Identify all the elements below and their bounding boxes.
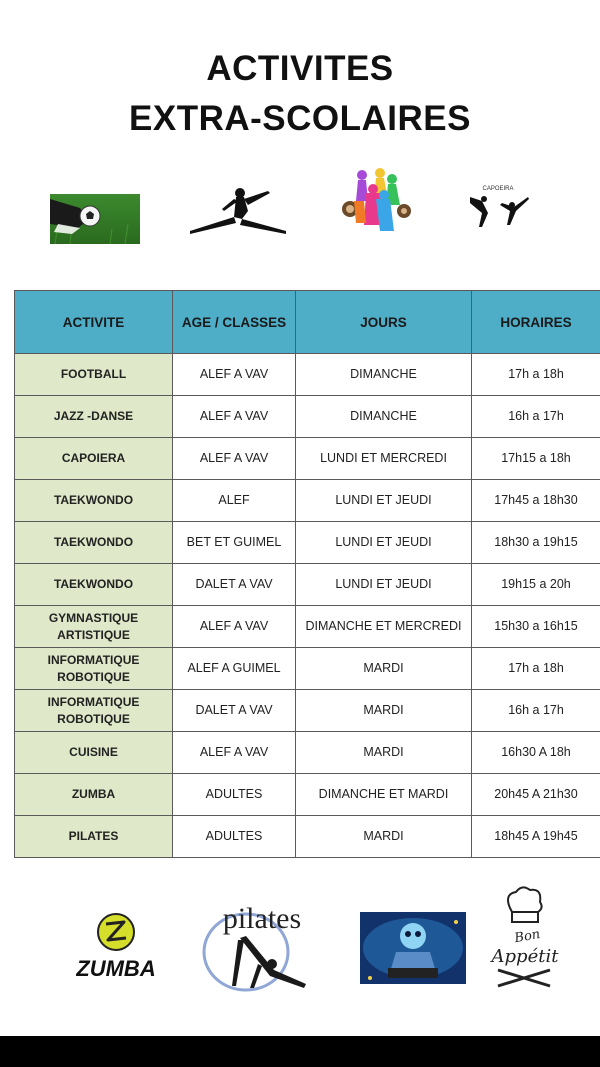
cell-age: DALET A VAV <box>173 564 296 606</box>
cell-jours: LUNDI ET JEUDI <box>296 480 472 522</box>
cell-age: ALEF A VAV <box>173 606 296 648</box>
capoeira-image <box>466 183 530 231</box>
cell-jours: DIMANCHE <box>296 354 472 396</box>
table-row <box>15 438 600 480</box>
table-header-row <box>15 291 600 354</box>
cell-activite: GYMNASTIQUE ARTISTIQUE <box>15 606 173 648</box>
cell-horaires: 18h45 A 19h45 <box>472 816 600 858</box>
cell-activite: JAZZ -DANSE <box>15 396 173 438</box>
table-row <box>15 564 600 606</box>
header-age-classes: AGE / CLASSES <box>173 291 296 354</box>
cell-age: BET ET GUIMEL <box>173 522 296 564</box>
table-row <box>15 480 600 522</box>
cell-activite: INFORMATIQUE ROBOTIQUE <box>15 648 173 690</box>
cell-jours: LUNDI ET MERCREDI <box>296 438 472 480</box>
cell-jours: DIMANCHE <box>296 396 472 438</box>
cell-horaires: 16h a 17h <box>472 396 600 438</box>
jazz-dance-image <box>186 181 292 243</box>
cell-jours: DIMANCHE ET MARDI <box>296 774 472 816</box>
cell-activite: TAEKWONDO <box>15 564 173 606</box>
cell-jours: MARDI <box>296 732 472 774</box>
cell-activite: INFORMATIQUE ROBOTIQUE <box>15 690 173 732</box>
table-row <box>15 774 600 816</box>
cell-horaires: 17h a 18h <box>472 648 600 690</box>
pilates-logo-text: pilates <box>222 902 302 935</box>
cell-horaires: 15h30 a 16h15 <box>472 606 600 648</box>
cell-activite: PILATES <box>15 816 173 858</box>
cell-activite: CAPOIERA <box>15 438 173 480</box>
cell-activite: TAEKWONDO <box>15 480 173 522</box>
cell-horaires: 17h45 a 18h30 <box>472 480 600 522</box>
cell-horaires: 17h15 a 18h <box>472 438 600 480</box>
football-image <box>50 194 140 244</box>
cell-horaires: 17h a 18h <box>472 354 600 396</box>
table-row <box>15 732 600 774</box>
cell-horaires: 19h15 a 20h <box>472 564 600 606</box>
table-row <box>15 354 600 396</box>
cell-age: ADULTES <box>173 774 296 816</box>
cell-jours: MARDI <box>296 690 472 732</box>
bottom-bar <box>0 1036 600 1067</box>
cell-age: DALET A VAV <box>173 690 296 732</box>
cell-activite: TAEKWONDO <box>15 522 173 564</box>
cell-age: ALEF A GUIMEL <box>173 648 296 690</box>
cell-horaires: 20h45 A 21h30 <box>472 774 600 816</box>
dancers-image <box>336 165 414 237</box>
pilates-logo <box>196 900 318 994</box>
cuisine-logo-text-2: Appétit <box>491 946 559 967</box>
table-row <box>15 522 600 564</box>
cell-age: ALEF A VAV <box>173 354 296 396</box>
page-title <box>0 44 600 144</box>
table-row <box>15 648 600 690</box>
cell-horaires: 18h30 a 19h15 <box>472 522 600 564</box>
table-row <box>15 396 600 438</box>
cuisine-logo-text-1: Bon <box>513 926 542 947</box>
cell-age: ALEF A VAV <box>173 732 296 774</box>
title-line-1: ACTIVITES <box>206 49 394 88</box>
cell-age: ALEF <box>173 480 296 522</box>
cell-jours: LUNDI ET JEUDI <box>296 564 472 606</box>
zumba-logo-text: ZUMBA <box>76 956 156 981</box>
zumba-logo <box>76 912 156 982</box>
cell-age: ALEF A VAV <box>173 438 296 480</box>
cell-horaires: 16h a 17h <box>472 690 600 732</box>
schedule-table <box>14 290 600 858</box>
capoeira-caption: CAPOEIRA <box>482 186 514 192</box>
title-line-2: EXTRA-SCOLAIRES <box>129 99 471 138</box>
robotics-image <box>360 912 466 984</box>
header-horaires: HORAIRES <box>472 291 600 354</box>
cell-jours: MARDI <box>296 816 472 858</box>
cell-activite: CUISINE <box>15 732 173 774</box>
cell-jours: LUNDI ET JEUDI <box>296 522 472 564</box>
cell-age: ADULTES <box>173 816 296 858</box>
cell-activite: FOOTBALL <box>15 354 173 396</box>
header-jours: JOURS <box>296 291 472 354</box>
cell-horaires: 16h30 A 18h <box>472 732 600 774</box>
header-activite: ACTIVITE <box>15 291 173 354</box>
table-row <box>15 816 600 858</box>
cell-activite: ZUMBA <box>15 774 173 816</box>
cell-jours: MARDI <box>296 648 472 690</box>
table-row <box>15 690 600 732</box>
cell-age: ALEF A VAV <box>173 396 296 438</box>
cuisine-logo <box>490 884 560 990</box>
cell-jours: DIMANCHE ET MERCREDI <box>296 606 472 648</box>
table-row <box>15 606 600 648</box>
